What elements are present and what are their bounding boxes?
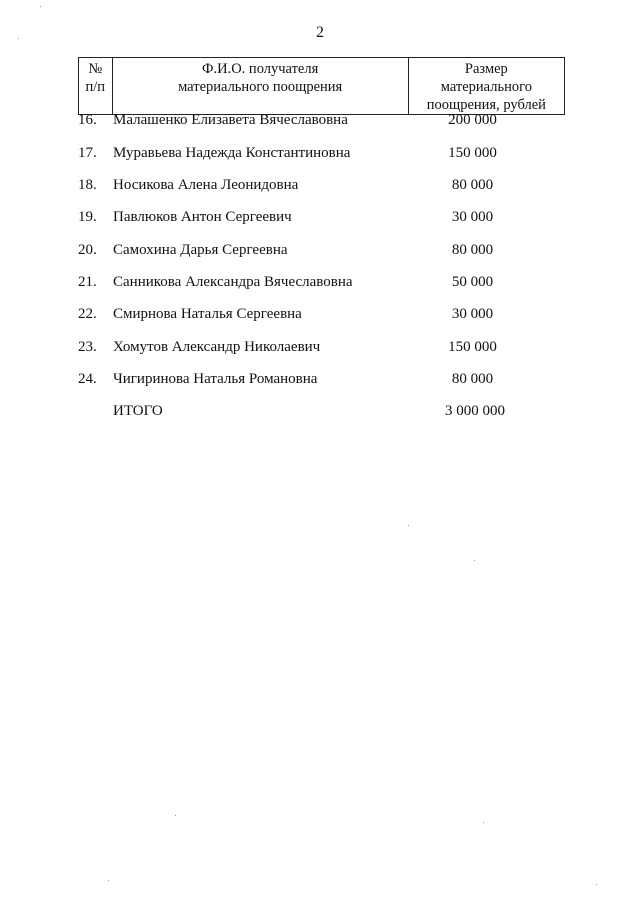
- row-amount: 50 000: [451, 274, 494, 290]
- total-row: [0, 401, 640, 421]
- scan-speck: [40, 6, 41, 7]
- table-row: [0, 175, 640, 195]
- header-name-label: Ф.И.О. получателя материального поощрения: [178, 61, 343, 95]
- scan-speck: [474, 560, 475, 561]
- scan-speck: [483, 822, 484, 823]
- row-number: 19.: [78, 209, 97, 225]
- scan-speck: [18, 38, 19, 39]
- scan-speck: [596, 884, 597, 885]
- row-name: Самохина Дарья Сергеевна: [113, 242, 288, 258]
- scan-speck: [175, 815, 176, 816]
- row-number: 18.: [78, 177, 97, 193]
- row-name: Чигиринова Наталья Романовна: [113, 371, 318, 387]
- row-name: Малашенко Елизавета Вячеславовна: [113, 112, 348, 128]
- row-amount: 80 000: [451, 242, 494, 258]
- row-number: 20.: [78, 242, 97, 258]
- table-header-row: [79, 58, 565, 115]
- header-number: [79, 58, 113, 115]
- row-number: 21.: [78, 274, 97, 290]
- scan-speck: [108, 880, 109, 881]
- row-number: 22.: [78, 306, 97, 322]
- header-number-label: № п/п: [85, 61, 106, 95]
- header-amount: [408, 58, 564, 115]
- row-name: Смирнова Наталья Сергеевна: [113, 306, 302, 322]
- row-number: 17.: [78, 145, 97, 161]
- page-number: 2: [316, 24, 324, 41]
- total-amount: 3 000 000: [445, 403, 505, 419]
- table-row: [0, 110, 640, 130]
- table-header: [78, 57, 565, 115]
- scan-speck: [408, 525, 409, 526]
- total-label: ИТОГО: [113, 403, 163, 419]
- row-amount: 80 000: [451, 371, 494, 387]
- table-row: [0, 240, 640, 260]
- row-name: Хомутов Александр Николаевич: [113, 339, 321, 355]
- row-name: Павлюков Антон Сергеевич: [113, 209, 292, 225]
- row-number: 16.: [78, 112, 97, 128]
- row-amount: 30 000: [451, 306, 494, 322]
- table-row: [0, 304, 640, 324]
- table-row: [0, 207, 640, 227]
- row-amount: 80 000: [451, 177, 494, 193]
- row-amount: 200 000: [448, 112, 497, 128]
- row-amount: 150 000: [448, 339, 497, 355]
- table-row: [0, 337, 640, 357]
- row-amount: 150 000: [448, 145, 497, 161]
- table-row: [0, 143, 640, 163]
- row-name: Муравьева Надежда Константиновна: [113, 145, 351, 161]
- table-row: [0, 369, 640, 389]
- row-number: 23.: [78, 339, 97, 355]
- header-amount-label: Размер материального поощрения, рублей: [426, 61, 546, 113]
- row-number: 24.: [78, 371, 97, 387]
- row-name: Носикова Алена Леонидовна: [113, 177, 299, 193]
- table-row: [0, 272, 640, 292]
- row-name: Санникова Александра Вячеславовна: [113, 274, 353, 290]
- header-name: [112, 58, 408, 115]
- row-amount: 30 000: [451, 209, 494, 225]
